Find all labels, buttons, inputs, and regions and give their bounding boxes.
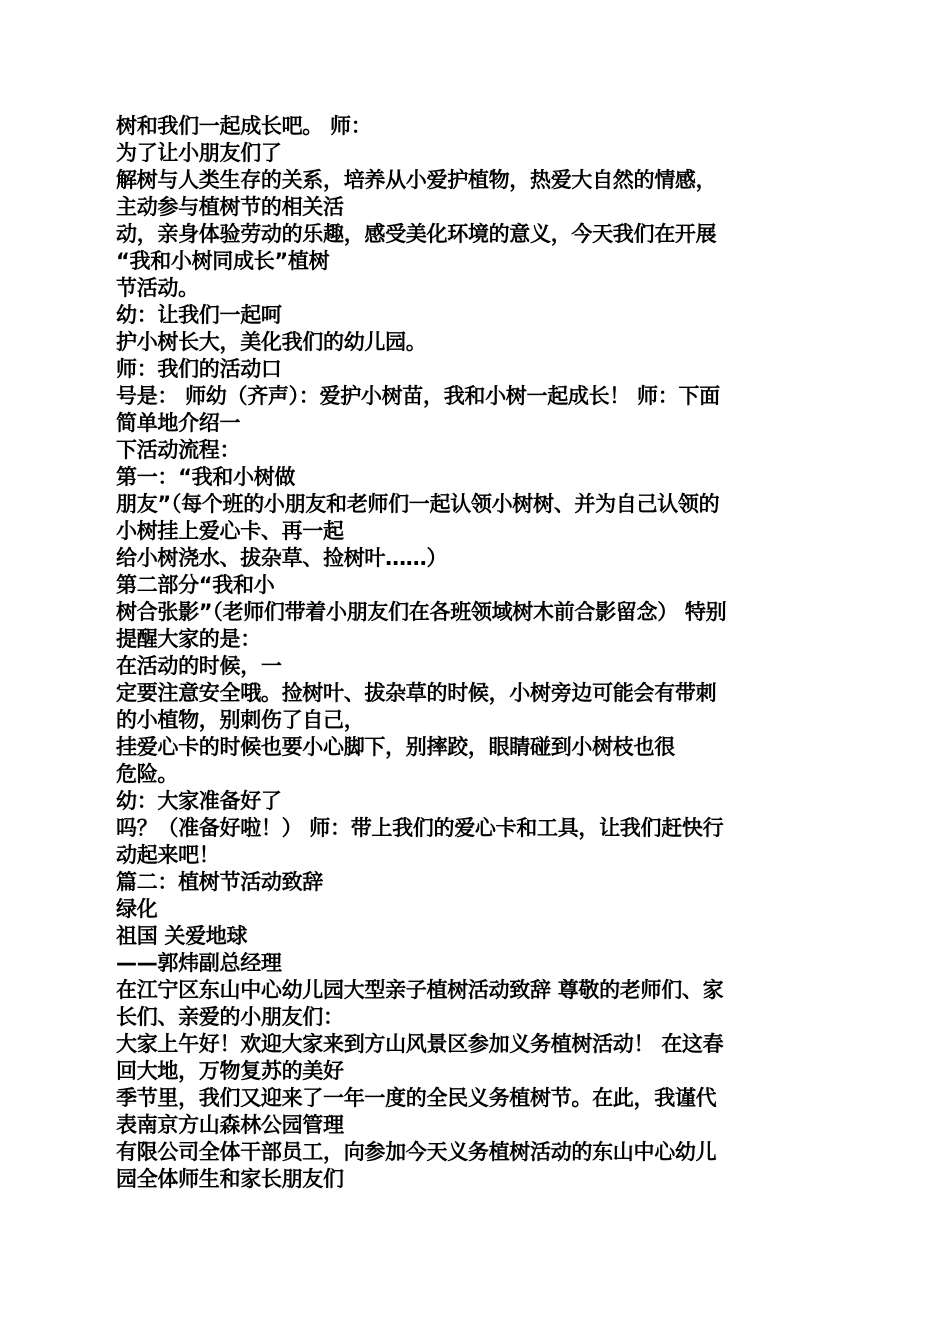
text-line: 的小植物，别刺伤了自己， [116,708,365,732]
text-line: 绿化 [116,897,158,921]
text-line: 幼：大家准备好了 [116,789,282,813]
text-line: 号是： 师幼（齐声）：爱护小树苗，我和小树一起成长！ 师：下面 [116,384,720,408]
text-line: 动，亲身体验劳动的乐趣，感受美化环境的意义，今天我们在开展 [116,222,717,246]
text-line: 定要注意安全哦。捡树叶、拔杂草的时候，小树旁边可能会有带刺 [116,681,717,705]
text-line: ——郭炜副总经理 [116,951,282,975]
text-line: 有限公司全体干部员工，向参加今天义务植树活动的东山中心幼儿 [116,1140,717,1164]
text-line: 回大地，万物复苏的美好 [116,1059,344,1083]
text-line: 第二部分“我和小 [116,573,275,597]
text-line: 大家上午好！欢迎大家来到方山风景区参加义务植树活动！ 在这春 [116,1032,724,1056]
text-line: 篇二：植树节活动致辞 [116,870,323,894]
text-line: 主动参与植树节的相关活 [116,195,344,219]
text-line: 护小树长大，美化我们的幼儿园。 [116,330,427,354]
text-line: 简单地介绍一 [116,411,241,435]
text-line: 解树与人类生存的关系，培养从小爱护植物，热爱大自然的情感， [116,168,717,192]
text-line: 幼：让我们一起呵 [116,303,282,327]
text-line: 节活动。 [116,276,199,300]
text-line: 危险。 [116,762,179,786]
text-line: 朋友”（每个班的小朋友和老师们一起认领小树树、并为自己认领的 [116,492,720,516]
text-line: 树和我们一起成长吧。 师： [116,114,372,138]
text-line: 长们、亲爱的小朋友们： [116,1005,344,1029]
text-line: 园全体师生和家长朋友们 [116,1167,344,1191]
document-body [116,113,834,1193]
text-line: 下活动流程： [116,438,241,462]
text-line: 为了让小朋友们了 [116,141,282,165]
text-line: 给小树浇水、拔杂草、捡树叶……） [116,546,448,570]
text-line: 季节里，我们又迎来了一年一度的全民义务植树节。在此，我谨代 [116,1086,717,1110]
text-line: 在江宁区东山中心幼儿园大型亲子植树活动致辞 尊敬的老师们、家 [116,978,724,1002]
text-line: 第一：“我和小树做 [116,465,296,489]
text-line: 提醒大家的是： [116,627,261,651]
text-line: 在活动的时候，一 [116,654,282,678]
text-line: 挂爱心卡的时候也要小心脚下，别摔跤，眼睛碰到小树枝也很 [116,735,675,759]
text-line: 树合张影”（老师们带着小朋友们在各班领域树木前合影留念） 特别 [116,600,727,624]
text-line: 师：我们的活动口 [116,357,282,381]
text-line: 表南京方山森林公园管理 [116,1113,344,1137]
text-line: 祖国 关爱地球 [116,924,248,948]
text-line: 吗？（准备好啦！） 师：带上我们的爱心卡和工具，让我们赶快行 [116,816,724,840]
text-line: 动起来吧！ [116,843,220,867]
text-line: “我和小树同成长”植树 [116,249,330,273]
text-line: 小树挂上爱心卡、再一起 [116,519,344,543]
